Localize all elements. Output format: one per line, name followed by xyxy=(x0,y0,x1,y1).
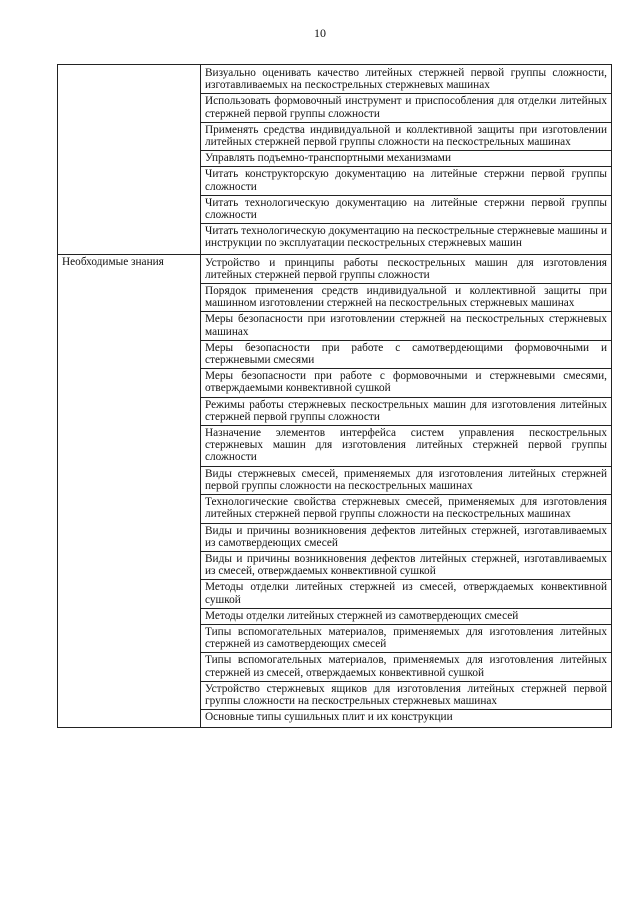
knowledge-item: Методы отделки литейных стержней из смесей, отверждаемых конвективной сушкой xyxy=(201,580,611,608)
knowledge-item: Меры безопасности при работе с самотвердеющими формовочными и стержневыми смесями xyxy=(201,341,611,369)
page-number: 10 xyxy=(314,26,326,40)
knowledge-item: Методы отделки литейных стержней из самотвердеющих смесей xyxy=(201,609,611,625)
knowledge-item: Виды стержневых смесей, применяемых для изготовления литейных стержней первой группы сложности на пескострельных машинах xyxy=(201,467,611,495)
knowledge-item: Устройство стержневых ящиков для изготовления литейных стержней первой группы сложности на пескострельных стержневых машинах xyxy=(201,682,611,710)
skill-item: Читать конструкторскую документацию на литейные стержни первой группы сложности xyxy=(201,167,611,195)
skill-item: Использовать формовочный инструмент и приспособления для отделки литейных стержней первой группы сложности xyxy=(201,94,611,122)
knowledge-item: Режимы работы стержневых пескострельных машин для изготовления литейных стержней первой группы сложности xyxy=(201,398,611,426)
knowledge-item: Виды и причины возникновения дефектов литейных стержней, изготавливаемых из смесей, отверждаемых конвективной сушкой xyxy=(201,552,611,580)
knowledge-item: Устройство и принципы работы пескострельных машин для изготовления литейных стержней первой группы сложности xyxy=(201,256,611,284)
knowledge-item: Назначение элементов интерфейса систем управления пескострельных стержневых машин для изготовления литейных стержней первой группы сложности xyxy=(201,426,611,467)
knowledge-item: Типы вспомогательных материалов, применяемых для изготовления литейных стержней из самотвердеющих смесей xyxy=(201,625,611,653)
skill-item: Читать технологическую документацию на литейные стержни первой группы сложности xyxy=(201,196,611,224)
skill-item: Визуально оценивать качество литейных стержней первой группы сложности, изготавливаемых на пескострельных стержневых машинах xyxy=(201,66,611,94)
skills-row xyxy=(58,65,612,255)
skill-item: Применять средства индивидуальной и коллективной защиты при изготовлении литейных стержней первой группы сложности на пескострельных машинах xyxy=(201,123,611,151)
skills-label xyxy=(58,65,201,255)
knowledge-label: Необходимые знания xyxy=(58,254,201,728)
knowledge-item: Технологические свойства стержневых смесей, применяемых для изготовления литейных стержней первой группы сложности на пескострельных машинах xyxy=(201,495,611,523)
knowledge-list xyxy=(201,254,612,728)
skill-item: Читать технологическую документацию на пескострельные стержневые машины и инструкции по эксплуатации пескострельных стержневых машин xyxy=(205,225,607,250)
skills-list xyxy=(201,65,612,255)
skill-item: Управлять подъемно-транспортными механизмами xyxy=(201,151,611,167)
requirements-table xyxy=(57,64,612,728)
knowledge-row xyxy=(58,254,612,728)
knowledge-item: Основные типы сушильных плит и их конструкции xyxy=(205,711,453,724)
knowledge-item: Порядок применения средств индивидуальной и коллективной защиты при машинном изготовлении стержней на пескострельных стержневых машинах xyxy=(201,284,611,312)
knowledge-item: Типы вспомогательных материалов, применяемых для изготовления литейных стержней из смесей, отверждаемых конвективной сушкой xyxy=(201,653,611,681)
knowledge-item: Меры безопасности при изготовлении стержней на пескострельных стержневых машинах xyxy=(201,312,611,340)
knowledge-item: Виды и причины возникновения дефектов литейных стержней, изготавливаемых из самотвердеющих смесей xyxy=(201,524,611,552)
knowledge-item: Меры безопасности при работе с формовочными и стержневыми смесями, отверждаемыми конвективной сушкой xyxy=(201,369,611,397)
